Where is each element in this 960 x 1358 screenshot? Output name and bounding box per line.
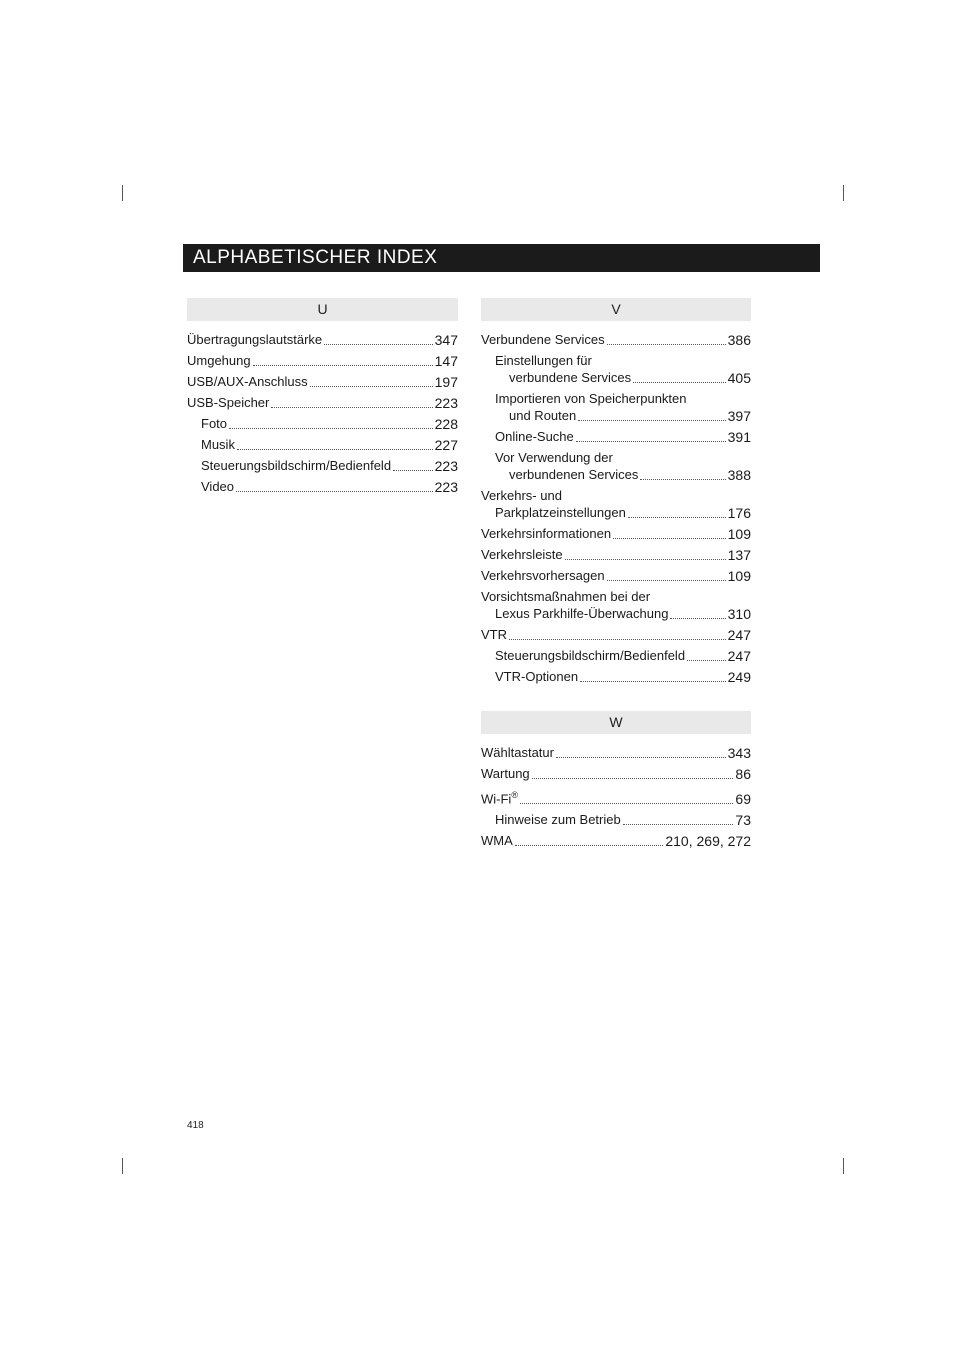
index-entry[interactable] bbox=[187, 395, 458, 411]
entry-label: Hinweise zum Betrieb bbox=[495, 812, 621, 828]
index-subentry[interactable] bbox=[481, 429, 751, 445]
index-subentry[interactable] bbox=[481, 812, 751, 828]
section-heading-u: U bbox=[187, 298, 458, 321]
section-v-entries bbox=[481, 321, 751, 685]
index-subentry[interactable] bbox=[481, 669, 751, 685]
entry-label bbox=[481, 787, 518, 807]
entry-label: Verkehrsleiste bbox=[481, 547, 563, 562]
entry-page: 227 bbox=[434, 437, 458, 453]
entry-page: 228 bbox=[434, 416, 458, 432]
entry-label-line: Vor Verwendung der bbox=[495, 450, 613, 465]
index-subentry[interactable] bbox=[481, 408, 751, 424]
entry-label: Wartung bbox=[481, 766, 530, 781]
crop-mark-bottom-left bbox=[110, 1158, 123, 1174]
entry-label: VTR-Optionen bbox=[495, 669, 579, 684]
index-entry[interactable] bbox=[481, 787, 751, 807]
index-subentry[interactable] bbox=[187, 458, 458, 474]
section-w-entries bbox=[481, 734, 751, 849]
index-entry[interactable] bbox=[481, 606, 751, 622]
entry-label: und Routen bbox=[509, 408, 577, 423]
entry-label: Steuerungsbildschirm/Bedienfeld bbox=[201, 458, 392, 473]
entry-page: 249 bbox=[727, 669, 751, 685]
entry-label: USB/AUX-Anschluss bbox=[187, 374, 308, 389]
registered-mark: ® bbox=[511, 790, 518, 800]
index-entry[interactable] bbox=[481, 505, 751, 521]
page-title: ALPHABETISCHER INDEX bbox=[183, 244, 820, 272]
entry-label-line: Vorsichtsmaßnahmen bei der bbox=[481, 589, 651, 604]
index-column-right bbox=[481, 298, 751, 849]
entry-page: 310 bbox=[727, 606, 751, 622]
entry-page: 223 bbox=[434, 479, 458, 495]
entry-label: Verbundene Services bbox=[481, 332, 605, 347]
entry-page: 147 bbox=[434, 353, 458, 369]
entry-page: 405 bbox=[727, 370, 751, 386]
index-entry[interactable] bbox=[481, 332, 751, 348]
entry-page: 73 bbox=[735, 812, 751, 829]
entry-label: VTR bbox=[481, 627, 507, 642]
index-subentry[interactable] bbox=[481, 648, 751, 664]
index-entry[interactable] bbox=[481, 833, 751, 849]
entry-label-line: Einstellungen für bbox=[495, 353, 592, 368]
index-subentry[interactable] bbox=[481, 467, 751, 483]
entry-page: 223 bbox=[434, 395, 458, 411]
entry-page: 343 bbox=[727, 745, 751, 761]
entry-label-line: Verkehrs- und bbox=[481, 488, 562, 503]
index-entry[interactable] bbox=[187, 374, 458, 390]
entry-page: 69 bbox=[735, 791, 751, 808]
entry-label: verbundene Services bbox=[509, 370, 632, 385]
crop-mark-top-left bbox=[110, 185, 123, 201]
crop-mark-bottom-right bbox=[843, 1158, 856, 1174]
index-entry[interactable] bbox=[481, 627, 751, 643]
entry-page: 197 bbox=[434, 374, 458, 390]
entry-page: 137 bbox=[727, 547, 751, 563]
index-subentry[interactable] bbox=[187, 479, 458, 495]
section-heading-w: W bbox=[481, 711, 751, 734]
entry-page: 210, 269, 272 bbox=[665, 833, 751, 850]
entry-page: 109 bbox=[727, 568, 751, 584]
entry-page: 176 bbox=[727, 505, 751, 521]
entry-page: 386 bbox=[727, 332, 751, 348]
entry-page: 223 bbox=[434, 458, 458, 474]
entry-label: Übertragungslautstärke bbox=[187, 332, 323, 347]
page-number: 418 bbox=[187, 1120, 204, 1131]
entry-label: Foto bbox=[201, 416, 228, 431]
entry-page: 347 bbox=[434, 332, 458, 348]
entry-label: verbundenen Services bbox=[509, 467, 639, 482]
entry-label: Steuerungsbildschirm/Bedienfeld bbox=[495, 648, 686, 663]
entry-page: 247 bbox=[727, 627, 751, 643]
entry-label-text: Wi-Fi bbox=[481, 791, 512, 807]
entry-page: 397 bbox=[727, 408, 751, 424]
entry-page: 109 bbox=[727, 526, 751, 542]
index-entry[interactable] bbox=[187, 332, 458, 348]
index-subentry[interactable] bbox=[187, 437, 458, 453]
entry-label-line: Importieren von Speicherpunkten bbox=[495, 391, 687, 406]
index-subentry[interactable] bbox=[187, 416, 458, 432]
entry-label: Umgehung bbox=[187, 353, 251, 368]
crop-mark-top-right bbox=[843, 185, 856, 201]
entry-label: Online-Suche bbox=[495, 429, 574, 444]
entry-label: Lexus Parkhilfe-Überwachung bbox=[495, 606, 669, 621]
index-entry[interactable] bbox=[481, 568, 751, 584]
entry-label: USB-Speicher bbox=[187, 395, 270, 410]
entry-page: 86 bbox=[735, 766, 751, 782]
index-entry[interactable] bbox=[481, 547, 751, 563]
index-entry[interactable] bbox=[481, 745, 751, 761]
section-u-entries bbox=[187, 321, 458, 495]
entry-label: Verkehrsvorhersagen bbox=[481, 568, 605, 583]
entry-label: WMA bbox=[481, 833, 513, 849]
entry-label: Wähltastatur bbox=[481, 745, 554, 760]
entry-page: 391 bbox=[727, 429, 751, 445]
index-column-left bbox=[187, 298, 458, 495]
index-entry[interactable] bbox=[187, 353, 458, 369]
index-subentry[interactable] bbox=[481, 370, 751, 386]
index-entry[interactable] bbox=[481, 526, 751, 542]
entry-label: Video bbox=[201, 479, 235, 494]
entry-label: Verkehrsinformationen bbox=[481, 526, 612, 541]
entry-label: Parkplatzeinstellungen bbox=[495, 505, 626, 520]
entry-label: Musik bbox=[201, 437, 235, 452]
entry-page: 247 bbox=[727, 648, 751, 664]
section-heading-v: V bbox=[481, 298, 751, 321]
index-entry[interactable] bbox=[481, 766, 751, 782]
entry-page: 388 bbox=[727, 467, 751, 483]
